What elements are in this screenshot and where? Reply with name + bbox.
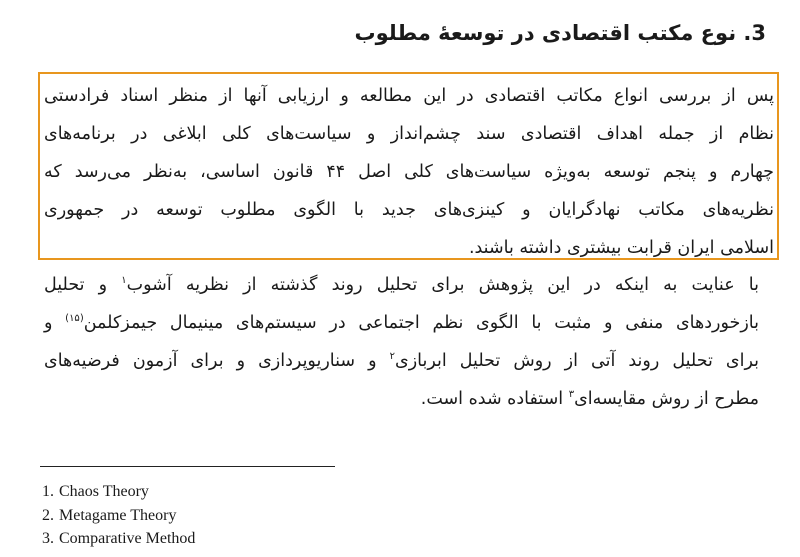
line-text: مطرح از روش مقایسه‌ای xyxy=(574,389,759,409)
footnote-ref-2[interactable]: ۲ xyxy=(389,351,395,363)
paragraph-line: نظریه‌های مکاتب نهادگرایان و کینزی‌های جدید با الگوی مطلوب توسعه در جمهوری xyxy=(44,200,774,220)
line-text: و تحلیل xyxy=(44,275,122,295)
paragraph-line: چهارم و پنجم توسعه به‌ویژه سیاست‌های کلی اصل ۴۴ قانون اساسی، به‌نظر می‌رسد که xyxy=(44,162,775,182)
footnote-text: Comparative Method xyxy=(59,530,196,547)
footnote-text: Metagame Theory xyxy=(59,506,177,524)
footnote-ref-3[interactable]: ۳ xyxy=(568,389,575,401)
line-text: و xyxy=(44,313,66,333)
line-text: برای تحلیل روند آتی از روش تحلیل ابربازی xyxy=(395,351,759,371)
paragraph-line xyxy=(44,266,759,304)
paragraph-line: نظام از جمله اهداف اقتصادی سند چشم‌انداز و سیاست‌های کلی ابلاغی در برنامه‌های xyxy=(44,124,774,144)
footnote-number: 1. xyxy=(42,483,54,500)
methodology-paragraph xyxy=(44,266,759,418)
line-text: بازخوردهای منفی و مثبت با الگوی نظم اجتماعی در سیستم‌های مینیمال جیمزکلمن xyxy=(83,313,759,333)
paragraph-line: پس از بررسی انواع مکاتب اقتصادی در این مطالعه و ارزیابی آنها از منظر اسناد فرادستی xyxy=(44,86,774,106)
paragraph-line xyxy=(44,380,759,418)
highlighted-paragraph xyxy=(44,77,774,267)
footnotes-list xyxy=(42,480,195,551)
footnote-ref-1[interactable]: ۱ xyxy=(121,275,127,287)
line-text: با عنایت به اینکه در این پژوهش برای تحلیل روند گذشته از نظریه آشوب xyxy=(126,275,759,295)
section-heading: 3. نوع مکتب اقتصادی در توسعهٔ مطلوب xyxy=(354,21,766,45)
paragraph-line xyxy=(44,342,759,380)
footnote-item xyxy=(42,527,195,551)
footnote-number: 2. xyxy=(42,506,54,524)
footnote-item xyxy=(42,504,195,528)
citation-ref-15[interactable]: (۱۵) xyxy=(65,313,84,325)
line-text: استفاده شده است. xyxy=(420,389,569,409)
footnote-number: 3. xyxy=(42,530,54,547)
footnote-text: Chaos Theory xyxy=(59,483,149,500)
line-text: و سناریوپردازی و برای آزمون فرضیه‌های xyxy=(44,351,390,371)
paragraph-line xyxy=(44,304,759,342)
footnote-item xyxy=(42,480,195,504)
footnote-separator xyxy=(40,466,335,467)
paragraph-line: اسلامی ایران قرابت بیشتری داشته باشند. xyxy=(468,238,774,258)
